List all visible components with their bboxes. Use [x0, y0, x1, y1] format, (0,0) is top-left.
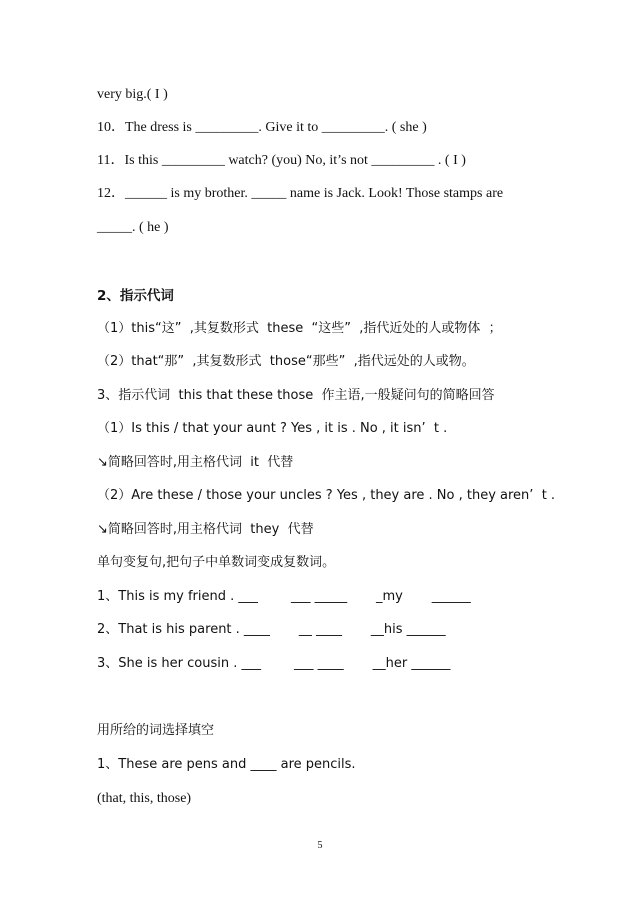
instruction: 单句变复句,把句子中单数词变成复数词。 — [97, 555, 336, 570]
fill-blank-heading: 用所给的词选择填空 — [97, 723, 215, 738]
plural-exercise-2: 2、That is his parent . ____ __ ____ __his ______ — [97, 622, 446, 637]
example-2: （2）Are these / those your uncles ? Yes , they are . No , they aren’ t . — [97, 488, 556, 503]
page-number: 5 — [317, 840, 323, 851]
exercise-11: 11．Is this _________ watch? (you) No, it’s not _________ . ( I ) — [97, 153, 466, 168]
plural-exercise-3: 3、She is her cousin . ___ ___ ____ __her ______ — [97, 656, 451, 671]
exercise-line: very big.( I ) — [97, 87, 168, 102]
fill-blank-1: 1、These are pens and ____ are pencils. — [97, 757, 356, 772]
example-1: （1）Is this / that your aunt ? Yes , it is . No , it isn’ t . — [97, 421, 448, 436]
section-3-heading: 3、指示代词 this that these those 作主语,一般疑问句的简略回答 — [97, 388, 495, 403]
fill-blank-options: (that, this, those) — [97, 791, 192, 806]
plural-exercise-1: 1、This is my friend . ___ ___ _____ _my ______ — [97, 589, 471, 604]
note-2: ↘简略回答时,用主格代词 they 代替 — [97, 522, 314, 537]
rule-1: （1）this“这” ,其复数形式 these “这些” ,指代近处的人或物体 ； — [97, 321, 502, 336]
section-heading: 2、指示代词 — [97, 288, 174, 304]
rule-2: （2）that“那” ,其复数形式 those“那些” ,指代远处的人或物。 — [97, 354, 475, 369]
exercise-12: 12．______ is my brother. _____ name is Jack. Look! Those stamps are — [97, 186, 504, 201]
exercise-12-cont: _____. ( he ) — [97, 220, 169, 235]
note-1: ↘简略回答时,用主格代词 it 代替 — [97, 455, 294, 470]
exercise-10: 10．The dress is _________. Give it to _________. ( she ) — [97, 120, 427, 135]
